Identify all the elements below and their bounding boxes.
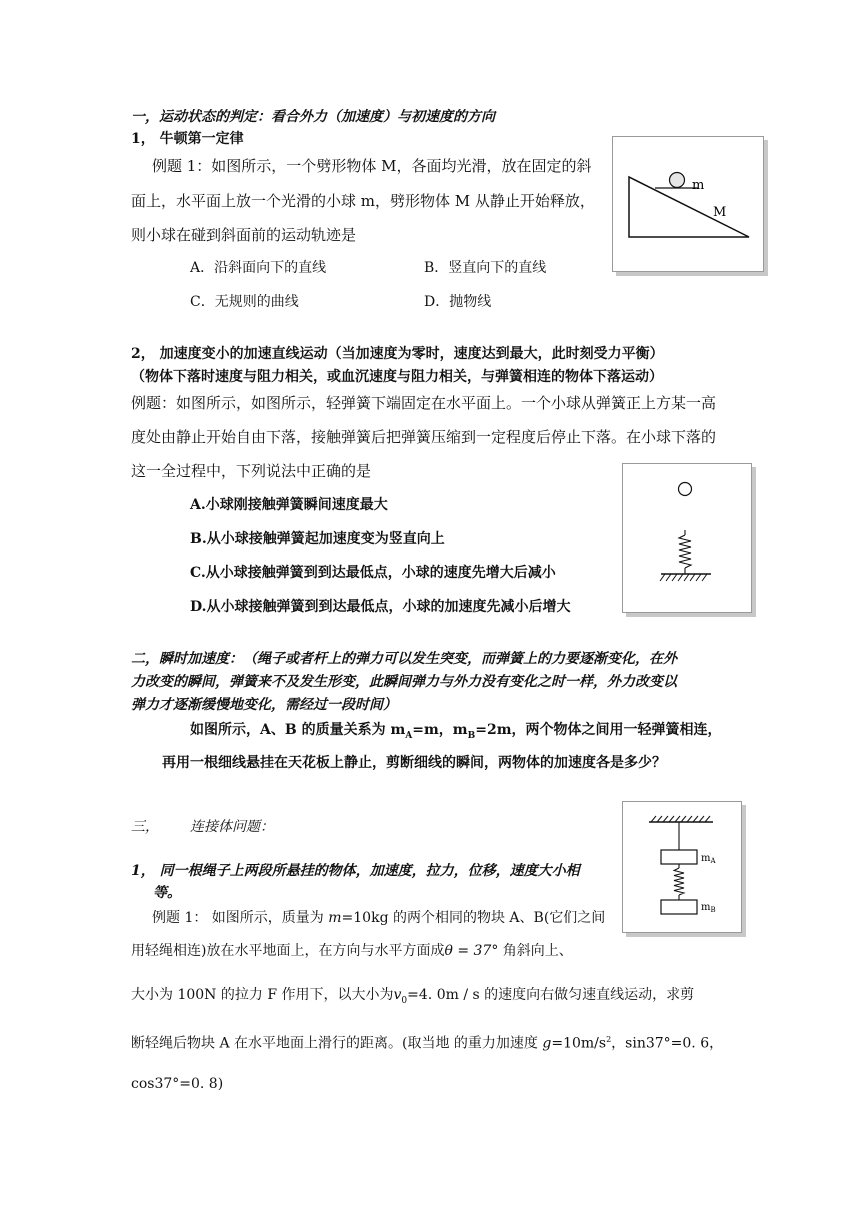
spring [679, 535, 691, 568]
example2-line1: 例题：如图所示，如图所示，轻弹簧下端固定在水平面上。一个小球从弹簧正上方某一高 [131, 394, 717, 412]
example4-line1: 例题 1： 如图所示，质量为 m=10kg 的两个相同的物块 A、B(它们之间 [152, 910, 606, 926]
section1-heading: 一，运动状态的判定：看合外力（加速度）与初速度的方向 [131, 109, 495, 125]
spring-option-c: C.从小球接触弹簧到到达最低点，小球的速度先增大后减小 [190, 565, 556, 581]
label-mb: $m_B$ [701, 902, 716, 914]
section4-item1-line2: 等。 [153, 885, 181, 901]
section4-item1-line1: 1， 同一根绳子上两段所悬挂的物体，加速度，拉力，位移，速度大小相 [131, 863, 580, 879]
example1-line1: 例题 1：如图所示，一个劈形物体 M，各面均光滑，放在固定的斜 [152, 157, 592, 175]
section3-heading-line3: 弹力才逐渐缓慢地变化，需经过一段时间） [131, 697, 397, 713]
spring-option-a: A.小球刚接触弹簧瞬间速度最大 [190, 497, 388, 513]
section2-note: （物体下落时速度与阻力相关，或血沉速度与阻力相关，与弹簧相连的物体下落运动） [131, 369, 663, 385]
spring-option-b: B.从小球接触弹簧起加速度变为竖直向上 [190, 531, 445, 547]
ball [679, 483, 692, 496]
option-a: A．沿斜面向下的直线 [190, 260, 327, 276]
label-ma: $m_A$ [701, 853, 716, 865]
wedge-shape [629, 177, 749, 237]
example1-line2: 面上，水平面上放一个光滑的小球 m，劈形物体 M 从静止开始释放， [131, 192, 595, 210]
example4-line4: 断轻绳后物块 A 在水平地面上滑行的距离。(取当地 的重力加速度 $g=10m/s^2$，sin37°=0. 6， [131, 1035, 724, 1052]
section4-heading-num: 三， [131, 819, 159, 835]
label-m: m [692, 178, 705, 193]
label-M: M [713, 205, 727, 220]
example3-line1: 如图所示，A、B 的质量关系为 $m_A=m$，$m_B=2m$，两个物体之间用一轻弹簧相连， [190, 722, 722, 741]
section4-heading-text: 连接体问题： [190, 819, 274, 835]
section2-item2: 2， 加速度变小的加速直线运动（当加速度为零时，速度达到最大，此时刻受力平衡） [131, 346, 664, 362]
example4-line3: 大小为 100N 的拉力 F 作用下，以大小为$v_0=4$. 0m / s 的速度向右做匀速直线运动，求剪 [131, 987, 695, 1006]
example2-line2: 度处由静止开始自由下落，接触弹簧后把弹簧压缩到一定程度后停止下落。在小球下落的 [131, 428, 717, 446]
spring-ball-figure [622, 463, 752, 613]
example2-line3: 这一全过程中，下列说法中正确的是 [131, 462, 372, 480]
block-b [661, 900, 697, 914]
option-d: D．抛物线 [424, 294, 492, 310]
example1-line3: 则小球在碰到斜面前的运动轨迹是 [131, 226, 357, 244]
spring-between [674, 868, 684, 895]
hanging-masses-figure [622, 801, 742, 933]
section3-heading-line1: 二，瞬时加速度：（绳子或者杆上的弹力可以发生突变，而弹簧上的力要逐渐变化，在外 [131, 651, 677, 667]
example4-line2: 用轻绳相连)放在水平地面上，在方向与水平方面成θ = 37° 角斜向上、 [131, 943, 573, 959]
section1-item1: 1， 牛顿第一定律 [131, 131, 244, 147]
option-c: C．无规则的曲线 [190, 294, 299, 310]
small-ball [670, 173, 685, 188]
example3-line2: 再用一根细线悬挂在天花板上静止，剪断细线的瞬间，两物体的加速度各是多少？ [162, 755, 666, 771]
section3-heading-line2: 力改变的瞬间，弹簧来不及发生形变，此瞬间弹力与外力没有变化之时一样，外力改变以 [131, 674, 677, 690]
spring-option-d: D.从小球接触弹簧到到达最低点，小球的加速度先减小后增大 [190, 599, 571, 615]
wedge-figure [612, 136, 764, 272]
block-a [661, 850, 697, 864]
option-b: B．竖直向下的直线 [424, 260, 547, 276]
example4-line5: cos37°=0. 8) [131, 1076, 224, 1092]
